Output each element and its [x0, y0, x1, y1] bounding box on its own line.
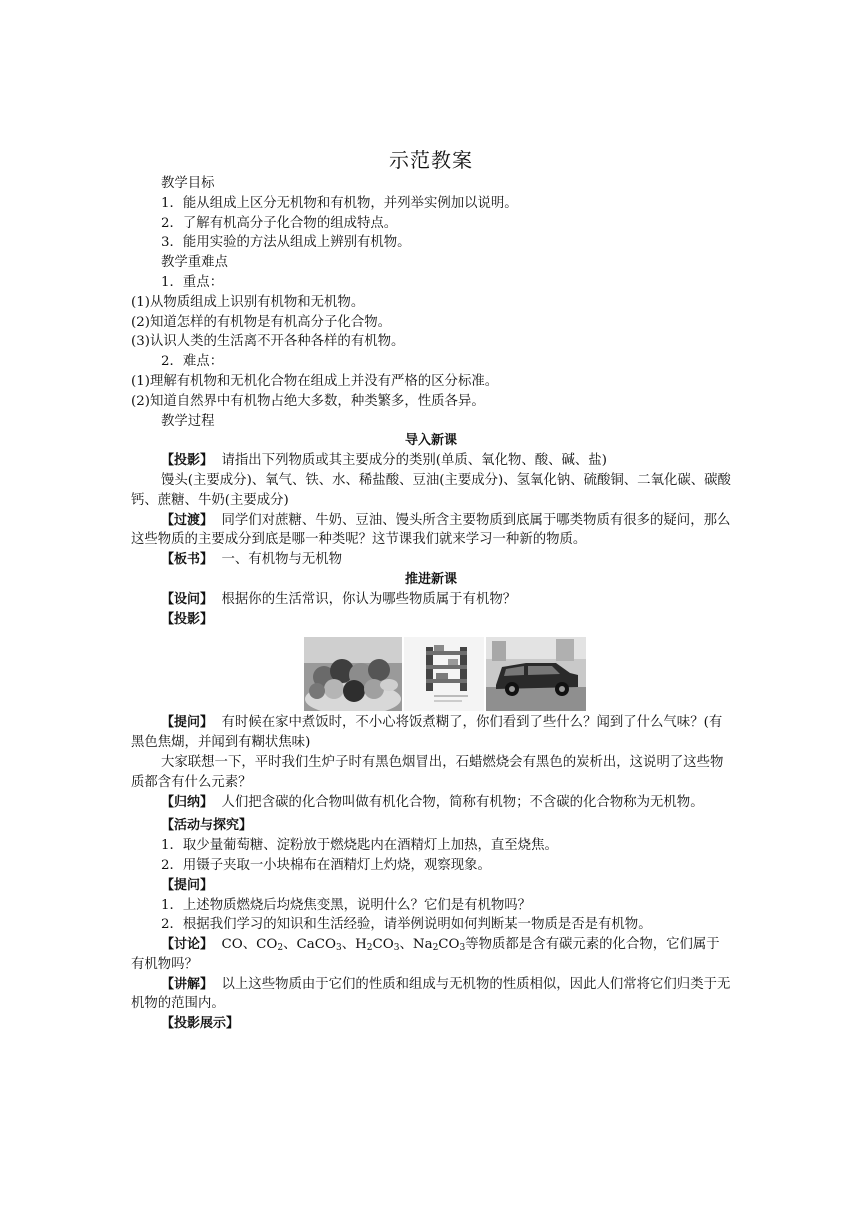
activity-item: 2．用镊子夹取一小块棉布在酒精灯上灼烧，观察现象。 [161, 857, 491, 873]
key-item: (2)知道自然界中有机物占绝大多数，种类繁多，性质各异。 [131, 393, 485, 409]
formula-text: 、CaCO [283, 937, 336, 953]
paragraph-projection-1 [131, 451, 731, 471]
projection-images [304, 637, 586, 711]
formula-text: CO [372, 937, 394, 953]
subheading-new: 推进新课 [404, 571, 457, 587]
paragraph-discussion [131, 935, 731, 975]
tag-label: 【讲解】 [161, 976, 214, 992]
goal-item: 3．能用实验的方法从组成上辨别有机物。 [161, 235, 411, 251]
formula-text: 、Na [399, 937, 433, 953]
fruit-basket-photo [304, 637, 402, 711]
tag-label: 【提问】 [161, 877, 214, 893]
section-heading-goals: 教学目标 [161, 176, 215, 191]
paragraph-ask-2-head [131, 876, 731, 896]
page-title: 示范教案 [389, 148, 473, 172]
subscript: 3 [335, 943, 342, 954]
ask-item: 2．根据我们学习的知识和生活经验，请举例说明如何判断某一物质是否是有机物。 [161, 917, 652, 933]
tag-label: 【过渡】 [161, 512, 214, 528]
paragraph-association: 大家联想一下，平时我们生炉子时有黑色烟冒出，石蜡燃烧会有黑色的炭析出，这说明了这些物质都含有什么元素？ [131, 754, 724, 790]
subscript: 2 [277, 943, 284, 954]
tag-label: 【板书】 [161, 552, 214, 568]
goal-item: 1．能从组成上区分无机物和有机物，并列举实例加以说明。 [161, 195, 518, 211]
paragraph-explanation [131, 975, 731, 1015]
activity-item: 1．取少量葡萄糖、淀粉放于燃烧匙内在酒精灯上加热，直至烧焦。 [161, 838, 558, 854]
subscript: 2 [432, 943, 439, 954]
formula-text: 、H [341, 937, 367, 953]
paragraph-text: 同学们对蔗糖、牛奶、豆油、馒头所含主要物质到底属于哪类物质有很多的疑问，那么这些物质的主要成分到底是哪一种类呢？这节课我们就来学习一种新的物质。 [131, 512, 731, 548]
tag-label: 【提问】 [161, 715, 214, 731]
paragraph-question [131, 590, 731, 610]
paragraph-text: 一、有机物与无机物 [221, 552, 343, 568]
key-subhead: 2．难点： [161, 354, 224, 370]
paragraph-projection-display [131, 1014, 731, 1034]
tag-label: 【归纳】 [161, 794, 214, 810]
subscript: 3 [393, 943, 400, 954]
paragraph-text: 请指出下列物质或其主要成分的类别(单质、氧化物、酸、碱、盐) [221, 453, 607, 469]
paragraph-transition [131, 511, 731, 551]
tag-label: 【投影】 [161, 453, 214, 469]
key-item: (3)认识人类的生活离不开各种各样的有机物。 [131, 334, 405, 350]
paragraph-board [131, 550, 731, 570]
paragraph-ask-1 [131, 713, 731, 753]
key-item: (1)理解有机物和无机化合物在组成上并没有严格的区分标准。 [131, 373, 499, 389]
subheading-intro: 导入新课 [404, 433, 457, 449]
paragraph-list: 馒头(主要成分)、氧气、铁、水、稀盐酸、豆油(主要成分)、氢氧化钠、硫酸铜、二氧化碳、碳酸钙、蔗糖、牛奶(主要成分) [131, 472, 731, 508]
key-subhead: 1．重点： [161, 274, 224, 290]
tag-label: 【活动与探究】 [161, 818, 253, 834]
shoe-rack-photo [404, 637, 484, 711]
paragraph-text: 以上这些物质由于它们的性质和组成与无机物的性质相似，因此人们常将它们归类于无机物的范围内。 [131, 976, 731, 1012]
tag-label: 【设问】 [161, 591, 214, 607]
subscript: 2 [366, 943, 373, 954]
key-item: (2)知道怎样的有机物是有机高分子化合物。 [131, 314, 391, 330]
document-page [131, 146, 731, 1034]
goal-item: 2．了解有机高分子化合物的组成特点。 [161, 215, 398, 231]
ask-item: 1．上述物质燃烧后均烧焦变黑，说明什么？它们是有机物吗？ [161, 897, 532, 913]
paragraph-projection-2 [131, 610, 731, 630]
section-heading-process: 教学过程 [161, 413, 215, 429]
paragraph-text: 等物质都是含有碳元素的化合物，它们属于有机物吗？ [131, 937, 720, 972]
paragraph-text: 有时候在家中煮饭时，不小心将饭煮糊了，你们看到了些什么？闻到了什么气味？(有黑色焦煳，并闻到有糊状焦味) [131, 715, 723, 751]
formula-text: CO [438, 937, 460, 953]
suv-photo [486, 637, 586, 711]
paragraph-activity-head [131, 816, 731, 836]
subscript: 3 [459, 943, 466, 954]
formula-text: CO、CO [221, 937, 278, 953]
paragraph-summary [131, 793, 731, 813]
tag-label: 【投影展示】 [161, 1016, 240, 1032]
tag-label: 【投影】 [161, 611, 214, 627]
paragraph-text: 人们把含碳的化合物叫做有机化合物，简称有机物；不含碳的化合物称为无机物。 [221, 794, 704, 810]
paragraph-text: 根据你的生活常识，你认为哪些物质属于有机物？ [221, 591, 517, 607]
tag-label: 【讨论】 [161, 937, 214, 953]
section-heading-key-points: 教学重难点 [161, 255, 228, 271]
key-item: (1)从物质组成上识别有机物和无机物。 [131, 294, 365, 310]
